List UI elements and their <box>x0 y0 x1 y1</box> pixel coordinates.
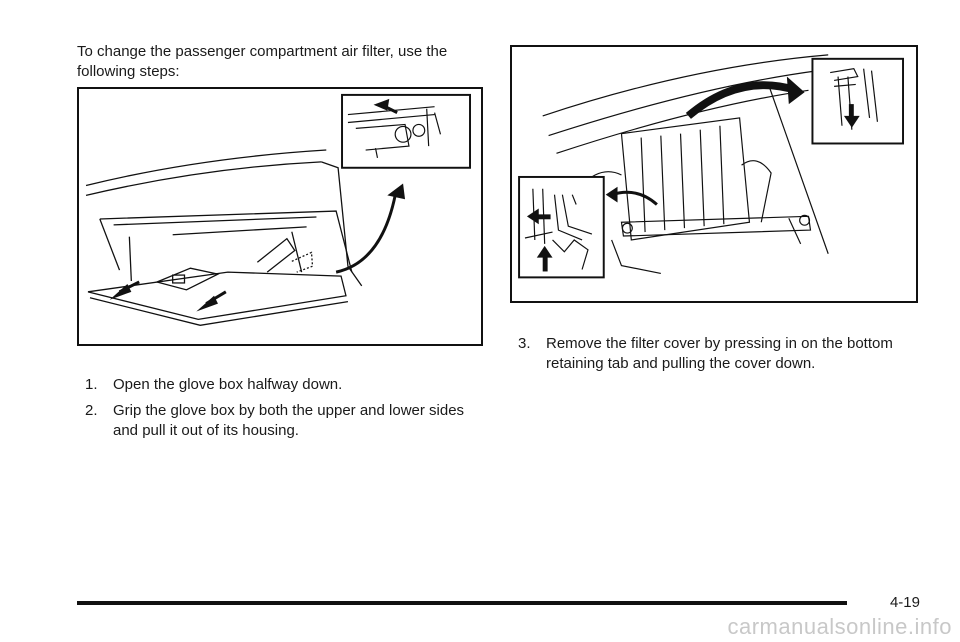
glove-box-illustration <box>77 87 483 346</box>
step-text: Grip the glove box by both the upper and lower sides and pull it out of its housing. <box>113 402 465 439</box>
filter-cover-drawing <box>512 47 916 301</box>
step-number: 3. <box>518 335 531 352</box>
steps-list-left <box>85 375 485 447</box>
page-number: 4-19 <box>889 594 920 611</box>
step-text: Remove the filter cover by pressing in on the bottom retaining tab and pulling the cover down. <box>546 335 893 372</box>
footer-rule <box>77 601 847 605</box>
step-item <box>518 334 918 374</box>
step-number: 2. <box>85 402 98 419</box>
intro-text: To change the passenger compartment air filter, use the following steps: <box>77 43 448 80</box>
watermark: carmanualsonline.info <box>727 614 952 639</box>
step-item <box>85 401 485 441</box>
step-item <box>85 375 485 395</box>
filter-cover-illustration <box>510 45 918 303</box>
step-text: Open the glove box halfway down. <box>113 376 343 393</box>
steps-list-right <box>518 334 918 380</box>
step-number: 1. <box>85 376 98 393</box>
glove-box-drawing <box>79 89 481 344</box>
